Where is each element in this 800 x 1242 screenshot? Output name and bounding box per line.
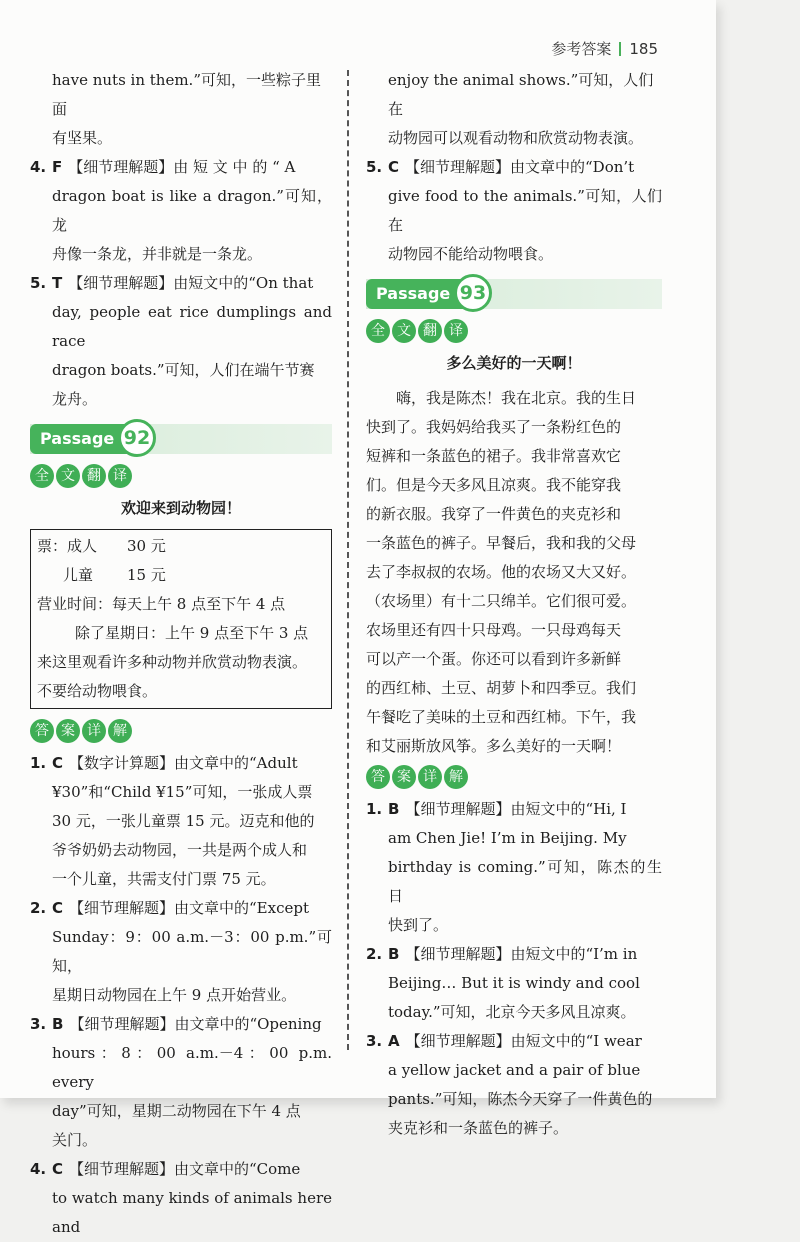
page-header <box>551 38 658 59</box>
text-line: 有坚果。 <box>52 129 113 147</box>
text-line: hours：8：00 a.m.－4：00 p.m. every <box>52 1044 332 1091</box>
answer-item <box>30 894 332 1010</box>
text-line: am Chen Jie! I’m in Beijing. My <box>388 829 627 847</box>
text-line: 短裤和一条蓝色的裙子。我非常喜欢它 <box>366 447 622 465</box>
item-number: 5. <box>30 274 47 292</box>
badge: 全 <box>30 464 54 488</box>
text-line: 【细节理解题】由 短 文 中 的 “ A <box>68 158 296 176</box>
passage-number: 93 <box>454 274 492 312</box>
page-number: 185 <box>629 40 658 58</box>
continued-text <box>30 66 332 153</box>
badge: 翻 <box>82 464 106 488</box>
ticket-label: 儿童 <box>63 566 94 584</box>
text-line: a yellow jacket and a pair of blue <box>388 1061 641 1079</box>
passage-number: 92 <box>118 419 156 457</box>
text-line: 【细节理解题】由短文中的“I wear <box>405 1032 642 1050</box>
badge: 文 <box>392 319 416 343</box>
text-line: 动物园可以观看动物和欣赏动物表演。 <box>388 129 644 147</box>
badge: 案 <box>392 765 416 789</box>
ticket-line: 不要给动物喂食。 <box>37 682 158 700</box>
translation-badges <box>30 464 332 488</box>
answer-letter: B <box>52 1015 64 1033</box>
text-line: 夹克衫和一条蓝色的裤子。 <box>388 1119 569 1137</box>
text-line: enjoy the animal shows.”可知，人们在 <box>388 71 654 118</box>
text-line: Sunday：9：00 a.m.－3：00 p.m.”可知， <box>52 928 332 975</box>
column-divider <box>347 70 349 1050</box>
answer-letter: C <box>52 899 64 917</box>
answer-letter: C <box>52 754 64 772</box>
text-line: have nuts in them.”可知，一些粽子里面 <box>52 71 321 118</box>
text-line: 关门。 <box>52 1131 98 1149</box>
translation-paragraph <box>366 384 662 761</box>
badge: 解 <box>108 719 132 743</box>
text-line: （农场里）有十二只绵羊。它们很可爱。 <box>366 592 637 610</box>
text-line: 【细节理解题】由文章中的“Except <box>69 899 310 917</box>
badge: 解 <box>444 765 468 789</box>
answer-item <box>366 153 662 269</box>
ticket-line: 营业时间：每天上午 8 点至下午 4 点 <box>37 595 286 613</box>
text-line: ¥30”和“Child ¥15”可知，一张成人票 <box>52 783 313 801</box>
item-number: 1. <box>366 800 383 818</box>
ticket-label: 票：成人 <box>37 537 98 555</box>
text-line: to watch many kinds of animals here and <box>52 1189 332 1236</box>
text-line: 快到了。 <box>388 916 449 934</box>
text-line: 【细节理解题】由短文中的“Hi, I <box>405 800 627 818</box>
badge: 答 <box>366 765 390 789</box>
left-column <box>30 66 332 1242</box>
header-separator <box>619 42 621 56</box>
badge: 详 <box>418 765 442 789</box>
badge: 文 <box>56 464 80 488</box>
answer-item <box>30 1155 332 1242</box>
passage-label: Passage <box>30 424 128 454</box>
text-line: 【细节理解题】由文章中的“Don’t <box>405 158 635 176</box>
text-line: 的西红柿、土豆、胡萝卜和四季豆。我们 <box>366 679 637 697</box>
text-line: 【细节理解题】由短文中的“I’m in <box>405 945 638 963</box>
answer-item <box>30 269 332 414</box>
text-line: 一条蓝色的裤子。早餐后，我和我的父母 <box>366 534 637 552</box>
header-title: 参考答案 <box>551 40 612 58</box>
text-line: 星期日动物园在上午 9 点开始营业。 <box>52 986 297 1004</box>
answer-badges <box>366 765 662 789</box>
passage-heading <box>366 279 662 309</box>
text-line: 们。但是今天多风且凉爽。我不能穿我 <box>366 476 622 494</box>
answer-letter: B <box>388 945 400 963</box>
right-column <box>366 66 662 1143</box>
text-line: birthday is coming.”可知，陈杰的生日 <box>388 858 662 905</box>
ticket-line: 除了星期日：上午 9 点至下午 3 点 <box>75 624 309 642</box>
text-line: 【细节理解题】由文章中的“Come <box>69 1160 301 1178</box>
text-line: 爷爷奶奶去动物园，一共是两个成人和 <box>52 841 308 859</box>
answer-letter: C <box>52 1160 64 1178</box>
ticket-row <box>37 532 325 561</box>
text-line: 30 元，一张儿童票 15 元。迈克和他的 <box>52 812 315 830</box>
item-number: 4. <box>30 1160 47 1178</box>
passage-label: Passage <box>366 279 464 309</box>
item-number: 4. <box>30 158 47 176</box>
text-line: 去了李叔叔的农场。他的农场又大又好。 <box>366 563 637 581</box>
text-line: 【细节理解题】由短文中的“On that <box>68 274 314 292</box>
text-line: 一个儿童，共需支付门票 75 元。 <box>52 870 276 888</box>
item-number: 5. <box>366 158 383 176</box>
answer-letter: C <box>388 158 400 176</box>
text-line: day, people eat rice dumplings and race <box>52 303 332 350</box>
text-line: give food to the animals.”可知，人们在 <box>388 187 662 234</box>
answer-item <box>366 1027 662 1143</box>
item-number: 3. <box>366 1032 383 1050</box>
translation-title: 多么美好的一天啊！ <box>446 354 582 372</box>
text-line: dragon boat is like a dragon.”可知，龙 <box>52 187 332 234</box>
badge: 译 <box>108 464 132 488</box>
text-line: 的新衣服。我穿了一件黄色的夹克衫和 <box>366 505 622 523</box>
text-line: day”可知，星期二动物园在下午 4 点 <box>52 1102 301 1120</box>
ticket-box <box>30 529 332 709</box>
answer-item <box>366 795 662 940</box>
answer-item <box>30 153 332 269</box>
translation-badges <box>366 319 662 343</box>
text-line: 舟像一条龙，并非就是一条龙。 <box>52 245 263 263</box>
answer-item <box>30 749 332 894</box>
item-number: 2. <box>30 899 47 917</box>
text-line: 和艾丽斯放风筝。多么美好的一天啊！ <box>366 737 622 755</box>
text-line: 动物园不能给动物喂食。 <box>388 245 554 263</box>
text-line: today.”可知，北京今天多风且凉爽。 <box>388 1003 636 1021</box>
text-line: pants.”可知，陈杰今天穿了一件黄色的 <box>388 1090 653 1108</box>
answer-letter: A <box>388 1032 400 1050</box>
text-line: 农场里还有四十只母鸡。一只母鸡每天 <box>366 621 622 639</box>
ticket-value: 15 元 <box>127 566 166 584</box>
answer-letter: F <box>52 158 63 176</box>
item-number: 3. <box>30 1015 47 1033</box>
answer-item <box>366 940 662 1027</box>
answer-letter: B <box>388 800 400 818</box>
answer-badges <box>30 719 332 743</box>
badge: 答 <box>30 719 54 743</box>
badge: 全 <box>366 319 390 343</box>
text-line: 可以产一个蛋。你还可以看到许多新鲜 <box>366 650 622 668</box>
text-line: 午餐吃了美味的土豆和西红柿。下午，我 <box>366 708 637 726</box>
text-line: 龙舟。 <box>52 390 98 408</box>
continued-text <box>366 66 662 153</box>
text-line: 嗨，我是陈杰！我在北京。我的生日 <box>396 389 637 407</box>
ticket-line: 来这里观看许多种动物并欣赏动物表演。 <box>37 653 308 671</box>
answer-letter: T <box>52 274 63 292</box>
badge: 翻 <box>418 319 442 343</box>
text-line: 快到了。我妈妈给我买了一条粉红色的 <box>366 418 622 436</box>
answer-item <box>30 1010 332 1155</box>
passage-heading <box>30 424 332 454</box>
translation-title: 欢迎来到动物园！ <box>120 499 241 517</box>
text-line: dragon boats.”可知，人们在端午节赛 <box>52 361 315 379</box>
badge: 译 <box>444 319 468 343</box>
ticket-row <box>37 561 325 590</box>
text-line: 【数字计算题】由文章中的“Adult <box>69 754 298 772</box>
ticket-value: 30 元 <box>127 537 166 555</box>
item-number: 2. <box>366 945 383 963</box>
text-line: Beijing… But it is windy and cool <box>388 974 640 992</box>
text-line: 【细节理解题】由文章中的“Opening <box>69 1015 322 1033</box>
badge: 案 <box>56 719 80 743</box>
item-number: 1. <box>30 754 47 772</box>
badge: 详 <box>82 719 106 743</box>
